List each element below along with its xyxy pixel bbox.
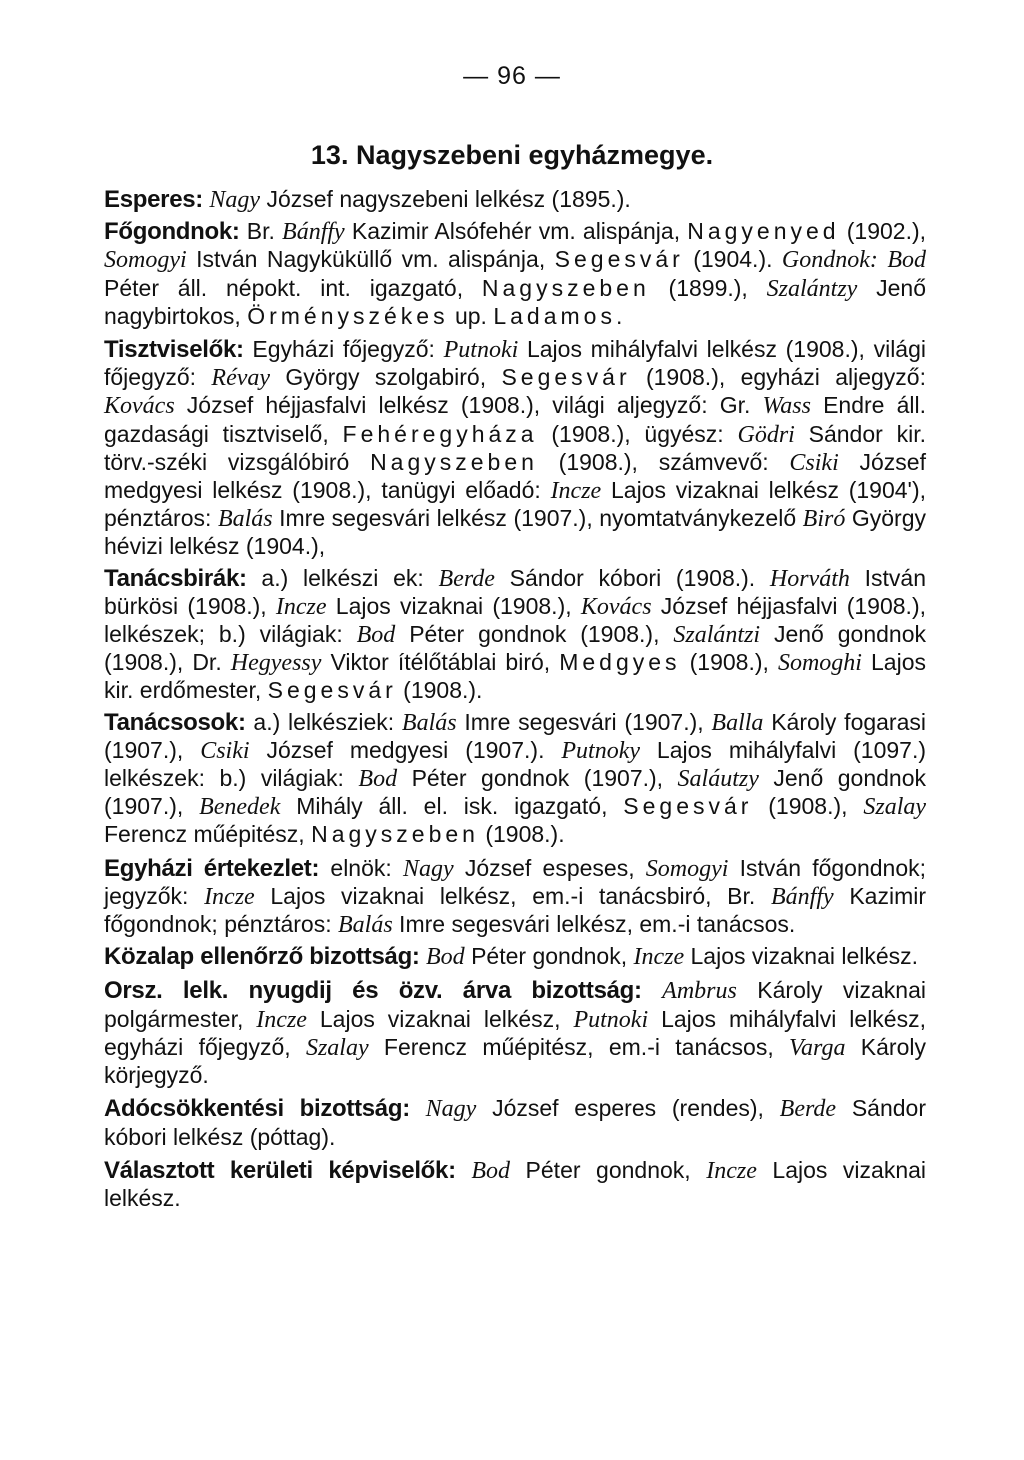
text-run: (1902.), [839, 218, 927, 245]
text-run: Péter gondnok, [464, 943, 634, 970]
place-name: Nagyszeben [481, 274, 650, 301]
paragraph-1 [104, 218, 926, 330]
text-run: Ferencz műépitész, em.-i tanácsos, [368, 1033, 790, 1060]
paragraph-9 [104, 1157, 926, 1212]
text-run: Egyházi főjegyző: [243, 336, 444, 363]
paragraph-label: Tanácsbirák: [104, 564, 247, 592]
name-italic: Csiki [789, 449, 839, 476]
paragraph-label: Orsz. lelk. nyugdij és özv. árva bizottság: [104, 977, 642, 1005]
name-italic: Szalay [305, 1034, 369, 1061]
text-run: Péter gondnok (1907.), [397, 765, 678, 792]
name-italic: Szalay [863, 794, 927, 821]
text-run: Károly vizaknai polgármester, [104, 977, 927, 1032]
text-run: István Nagyküküllő vm. alispánja, [186, 246, 555, 273]
name-italic: Incze [275, 593, 327, 620]
document-body [104, 186, 926, 1212]
section-title: 13. Nagyszebeni egyházmegye. [310, 140, 714, 170]
text-run: Lajos vizaknai lelkész, [306, 1005, 574, 1032]
name-italic: Incze [550, 478, 602, 505]
name-italic: Bod [358, 766, 398, 793]
paragraph-4 [104, 709, 926, 849]
paragraph-label: Esperes: [104, 186, 203, 213]
text-run: Lajos vizaknai lelkész. [684, 943, 919, 970]
text-run: Károly fogarasi (1907.), [104, 708, 926, 763]
paragraph-label: Egyházi értekezlet: [104, 854, 320, 882]
text-run: István főgondnok; jegyzők: [104, 854, 927, 909]
text-run: Kazimir főgondnok; pénztáros: [104, 882, 927, 938]
name-italic: Incze [633, 944, 685, 971]
text-run: (1908.), [752, 793, 864, 820]
place-name: Nagyszeben [370, 448, 538, 475]
name-italic: Putnoky [561, 737, 641, 764]
name-italic: Révay [211, 365, 271, 392]
place-name: Nagyszeben [311, 821, 479, 848]
name-italic: Balás [401, 709, 457, 736]
paragraph-5 [104, 855, 926, 940]
name-italic: Benedek [199, 794, 281, 821]
text-run: Lajos vizaknai lelkész, em.-i tanácsbiró, Br. [254, 882, 771, 909]
name-italic: Berde [438, 565, 495, 592]
text-run: József espeses, [453, 854, 646, 881]
text-run: elnök: [319, 854, 403, 881]
paragraph-6 [104, 943, 926, 971]
name-italic: Szalántzy [766, 275, 858, 302]
name-italic: Nagy [209, 187, 261, 213]
place-name: Segesvár [267, 677, 397, 704]
text-run: Endre áll. gazdasági tisztviselő, [104, 392, 926, 447]
place-name: Medgyes [559, 649, 681, 676]
text-run: Lajos mihályfalvi lelkész, egyházi főjegyző, [104, 1005, 926, 1060]
name-italic: Nagy [425, 1096, 477, 1123]
place-name: Fehéregyháza [342, 420, 538, 447]
name-italic: Somoghi [777, 650, 862, 677]
paragraph-2 [104, 336, 926, 561]
text-run: (1908.), számvevő: [537, 448, 790, 475]
text-run: up. [448, 302, 494, 329]
text-run: Lajos kir. erdőmester, [104, 649, 926, 704]
place-name: Segesvár [501, 364, 631, 391]
name-italic: Bod [887, 247, 926, 274]
text-run: Péter áll. népokt. int. igazgató, [104, 274, 482, 301]
name-italic: Incze [706, 1157, 757, 1184]
name-italic: Biró [802, 506, 846, 533]
text-run [410, 1095, 426, 1121]
place-name: Örményszékes [247, 302, 449, 329]
name-italic: Bánffy [771, 883, 834, 910]
name-italic: Szalántzi [673, 622, 761, 649]
text-run: Mihály áll. el. isk. igazgató, [280, 793, 624, 820]
text-run: Imre segesvári (1907.), [456, 708, 712, 735]
text-run: (1908.). [396, 677, 483, 704]
text-run: Lajos vizaknai lelkész (1904'), pénztáros: [104, 477, 926, 532]
name-italic: Varga [789, 1034, 846, 1061]
text-run: Lajos mihályfalvi lelkész (1908.), világi főjegyző: [104, 336, 927, 391]
text-run: (1908.), egyházi aljegyző: [630, 364, 926, 391]
text-run: Jenő gondnok (1908.), Dr. [104, 621, 926, 676]
text-run: Jenő nagybirtokos, [104, 274, 926, 329]
text-run: a.) lelkésziek: [245, 708, 402, 735]
text-run: József esperes (rendes), [476, 1095, 780, 1122]
name-italic: Incze [204, 883, 255, 910]
text-run: Imre segesvári lelkész (1907.), nyomtatványkezelő [272, 505, 803, 532]
name-italic: Ambrus [662, 978, 737, 1005]
text-run [878, 246, 887, 272]
name-italic: Balás [338, 912, 393, 939]
paragraph-8 [104, 1095, 926, 1150]
text-run: (1908.), [680, 649, 778, 676]
text-run: Péter gondnok, [510, 1156, 707, 1183]
text-run: József héjjasfalvi lelkész (1908.), világi aljegyző: Gr. [174, 392, 763, 419]
name-italic: Wass [762, 393, 811, 420]
name-italic: Berde [779, 1096, 837, 1123]
paragraph-label: Adócsökkentési bizottság: [104, 1095, 410, 1123]
text-run: Ferencz műépitész, [104, 821, 312, 848]
name-italic: Incze [256, 1006, 307, 1033]
text-run: Sándor kir. törv.-széki vizsgálóbiró [104, 420, 926, 475]
text-run: (1908.). [478, 821, 565, 848]
text-run: Jenő gondnok (1907.), [104, 765, 926, 820]
text-run: Sándor kóbori lelkész (póttag). [104, 1095, 926, 1150]
text-run: a.) lelkészi ek: [246, 564, 439, 591]
name-italic: Somogyi [645, 855, 729, 882]
text-run: (1899.), [649, 274, 767, 301]
paragraph-label: Főgondnok: [104, 218, 240, 246]
text-run: József medgyesi lelkész (1908.), tanügyi előadó: [104, 448, 926, 504]
text-run: Lajos vizaknai (1908.), [326, 592, 581, 619]
name-italic: Horváth [769, 565, 850, 592]
place-name: Segesvár [554, 246, 684, 273]
place-name: Nagyenyed [687, 218, 840, 245]
paragraph-label: Tisztviselők: [104, 336, 244, 364]
text-run: József medgyesi (1907.). [249, 736, 562, 763]
page-number: — 96 — [463, 62, 561, 90]
name-italic: Kovács [580, 593, 652, 620]
name-italic: Bod [426, 944, 465, 971]
text-run: Viktor ítélőtáblai biró, [321, 649, 560, 676]
name-italic: Gondnok: [781, 247, 878, 274]
text-run: József nagyszebeni lelkész (1895.). [260, 186, 631, 212]
name-italic: Putnoki [443, 337, 519, 364]
paragraph-label: Közalap ellenőrző bizottság: [104, 943, 420, 971]
name-italic: Balás [217, 506, 273, 533]
name-italic: Putnoki [573, 1006, 649, 1033]
text-run [456, 1157, 472, 1183]
text-run: Kazimir Alsófehér vm. alispánja, [344, 218, 688, 245]
text-run: (1908.), ügyész: [537, 420, 738, 447]
text-run: Károly körjegyző. [104, 1033, 926, 1089]
name-italic: Balla [711, 709, 764, 736]
text-run: Imre segesvári lelkész, em.-i tanácsos. [392, 911, 796, 938]
name-italic: Somogyi [104, 247, 187, 274]
text-run: Sándor kóbori (1908.). [494, 564, 770, 591]
name-italic: Hegyessy [230, 650, 322, 677]
name-italic: Gödri [737, 421, 795, 448]
text-run: Br. [239, 218, 283, 245]
paragraph-label: Tanácsosok: [104, 708, 246, 736]
place-name: Ladamos. [493, 302, 627, 329]
text-run: György szolgabiró, [270, 364, 502, 391]
text-run: György hévizi lelkész (1904.), [104, 505, 926, 560]
text-run: (1904.). [683, 246, 782, 273]
text-run: Péter gondnok (1908.), [395, 621, 674, 648]
name-italic: Bánffy [282, 219, 345, 246]
text-run: Lajos vizaknai lelkész. [104, 1156, 927, 1211]
text-run: József héjjasfalvi (1908.), lelkészek; b.) világiak: [104, 592, 926, 648]
paragraph-3 [104, 565, 926, 705]
name-italic: Bod [356, 622, 396, 649]
paragraph-label: Választott kerületi képviselők: [104, 1156, 456, 1184]
text-run: Lajos mihályfalvi (1097.) lelkészek: b.) világiak: [104, 736, 926, 792]
name-italic: Nagy [402, 855, 454, 882]
name-italic: Saláutzy [677, 766, 759, 793]
name-italic: Kovács [104, 393, 175, 420]
text-run [642, 977, 662, 1003]
text-run: István bürkösi (1908.), [104, 564, 926, 619]
name-italic: Csiki [200, 737, 250, 764]
paragraph-0 [104, 186, 926, 214]
paragraph-7 [104, 977, 926, 1089]
name-italic: Bod [471, 1157, 511, 1184]
place-name: Segesvár [623, 793, 753, 820]
